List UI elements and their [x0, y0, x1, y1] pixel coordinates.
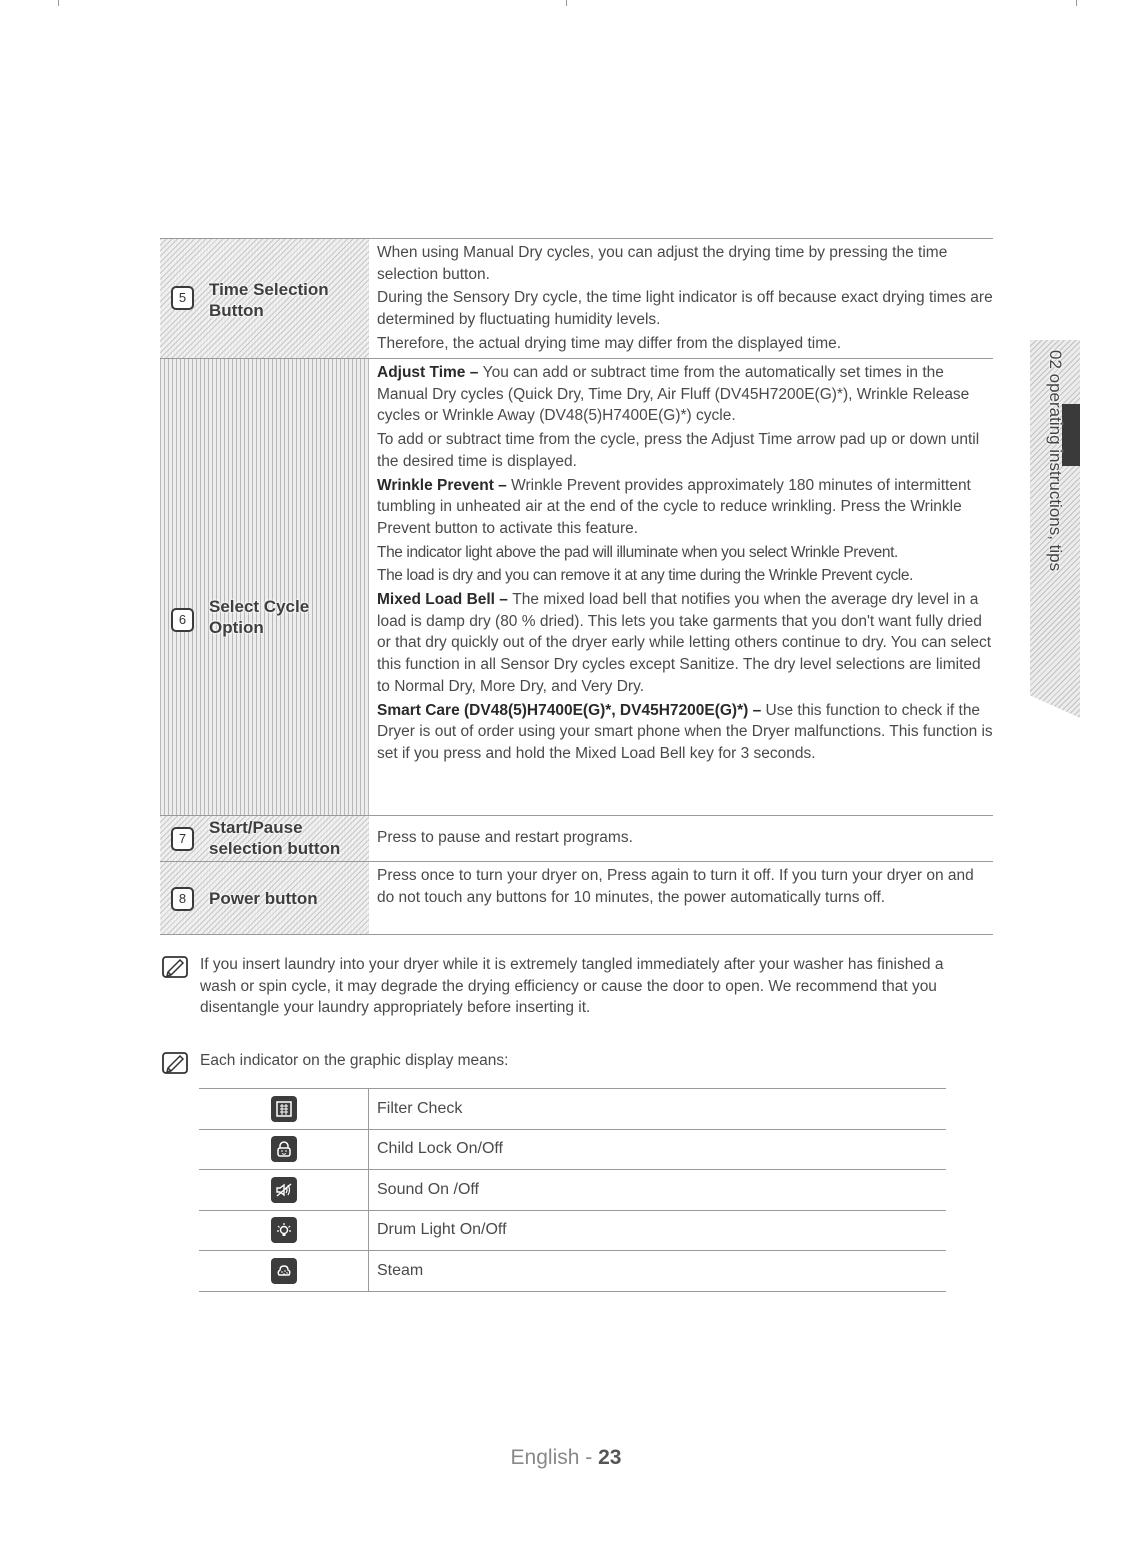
row-number: 6 — [171, 608, 194, 632]
drum-light-icon — [271, 1217, 297, 1243]
footer-language: English - — [510, 1446, 599, 1469]
indicator-table — [199, 1088, 946, 1292]
indicator-icon-cell — [199, 1251, 369, 1291]
indicator-icon-cell — [199, 1170, 369, 1210]
indicator-label: Drum Light On/Off — [377, 1221, 507, 1239]
child-lock-icon — [271, 1136, 297, 1162]
row-description — [369, 359, 993, 815]
paragraph: Adjust Time – You can add or subtract time from the automatically set times in the Manual Dry cycles (Quick Dry, Time Dry, Air Fluff (DV45H7200E(G)*), Wrinkle Release cycles or Wrinkle Away (DV48(5)H7400E(G)*) cycle. — [377, 364, 970, 425]
sound-icon — [271, 1177, 297, 1203]
crop-mark — [58, 0, 59, 6]
table-row — [199, 1211, 946, 1252]
paragraph: The load is dry and you can remove it at any time during the Wrinkle Prevent cycle. — [377, 567, 913, 585]
indicator-label: Filter Check — [377, 1099, 463, 1117]
table-row — [199, 1170, 946, 1211]
page-footer — [0, 1446, 1132, 1470]
controls-table — [160, 238, 993, 935]
paragraph: Mixed Load Bell – The mixed load bell that notifies you when the average dry level in a load is damp dry (80 % dried). This lets you take garments that you don't want fully dried or that dry quickly out of the dryer early while letting others continue to dry. You can select this function in all Sensor Dry cycles except Sanitize. The dry level selections are limited to Normal Dry, More Dry, and Very Dry. — [377, 591, 992, 695]
row-label-cell — [160, 862, 369, 934]
table-row — [199, 1130, 946, 1171]
paragraph: Wrinkle Prevent – Wrinkle Prevent provides approximately 180 minutes of intermittent tumbling in unheated air at the end of the cycle to reduce wrinkling. Press the Wrinkle Prevent button to activate this feature. — [377, 476, 971, 537]
side-tab-label: 02 operating instructions, tips — [1046, 350, 1065, 572]
paragraph: Therefore, the actual drying time may differ from the displayed time. — [377, 334, 842, 352]
table-row — [199, 1251, 946, 1292]
row-label-cell — [160, 239, 369, 358]
table-row-power — [160, 862, 993, 935]
row-label: Select Cycle Option — [209, 597, 310, 637]
table-row-time-selection — [160, 239, 993, 359]
paragraph: To add or subtract time from the cycle, press the Adjust Time arrow pad up or down until the desired time is displayed. — [377, 431, 980, 470]
indicator-label: Sound On /Off — [377, 1180, 479, 1198]
paragraph: The indicator light above the pad will illuminate when you select Wrinkle Prevent. — [377, 543, 898, 561]
row-description — [369, 862, 993, 934]
paragraph: During the Sensory Dry cycle, the time light indicator is off because exact drying times are determined by fluctuating humidity levels. — [377, 289, 993, 329]
indicator-label: Steam — [377, 1261, 424, 1279]
table-row-select-cycle — [160, 359, 993, 816]
row-label: Power button — [209, 889, 318, 908]
note-pencil-icon — [162, 956, 188, 978]
row-label-cell — [160, 816, 369, 861]
note-indicators — [162, 1050, 962, 1072]
row-number: 5 — [171, 286, 194, 310]
crop-mark — [1076, 0, 1077, 6]
steam-icon — [271, 1258, 297, 1284]
indicator-icon-cell — [199, 1211, 369, 1251]
row-label: Start/Pause selection button — [209, 818, 341, 858]
paragraph: When using Manual Dry cycles, you can adjust the drying time by pressing the time selection button. — [377, 244, 948, 283]
row-number: 8 — [171, 887, 194, 911]
crop-mark — [566, 0, 567, 6]
paragraph: Press once to turn your dryer on, Press again to turn it off. If you turn your dryer on and do not touch any buttons for 10 minutes, the power automatically turns off. — [377, 867, 974, 906]
note-text: If you insert laundry into your dryer while it is extremely tangled immediately after your washer has finished a wash or spin cycle, it may degrade the drying efficiency or cause the door to open. We recommend that you disentangle your laundry appropriately before inserting it. — [200, 956, 944, 1016]
page-number: 23 — [598, 1446, 622, 1469]
indicator-icon-cell — [199, 1130, 369, 1170]
row-description — [369, 816, 993, 861]
note-tangled-laundry — [162, 954, 962, 1019]
row-label-cell — [160, 359, 369, 815]
paragraph: Smart Care (DV48(5)H7400E(G)*, DV45H7200E(G)*) – Use this function to check if the Dryer is out of order using your smart phone when the Dryer malfunctions. This function is set if you press and hold the Mixed Load Bell key for 3 seconds. — [377, 701, 993, 762]
indicator-label: Child Lock On/Off — [377, 1140, 503, 1158]
row-number: 7 — [171, 827, 194, 851]
note-text: Each indicator on the graphic display means: — [200, 1052, 509, 1069]
note-pencil-icon — [162, 1052, 188, 1074]
table-row — [199, 1089, 946, 1130]
row-description — [369, 239, 993, 358]
indicator-icon-cell — [199, 1089, 369, 1129]
filter-icon — [271, 1096, 297, 1122]
paragraph: Press to pause and restart programs. — [377, 828, 633, 846]
table-row-start-pause — [160, 816, 993, 862]
row-label: Time Selection Button — [209, 280, 329, 320]
